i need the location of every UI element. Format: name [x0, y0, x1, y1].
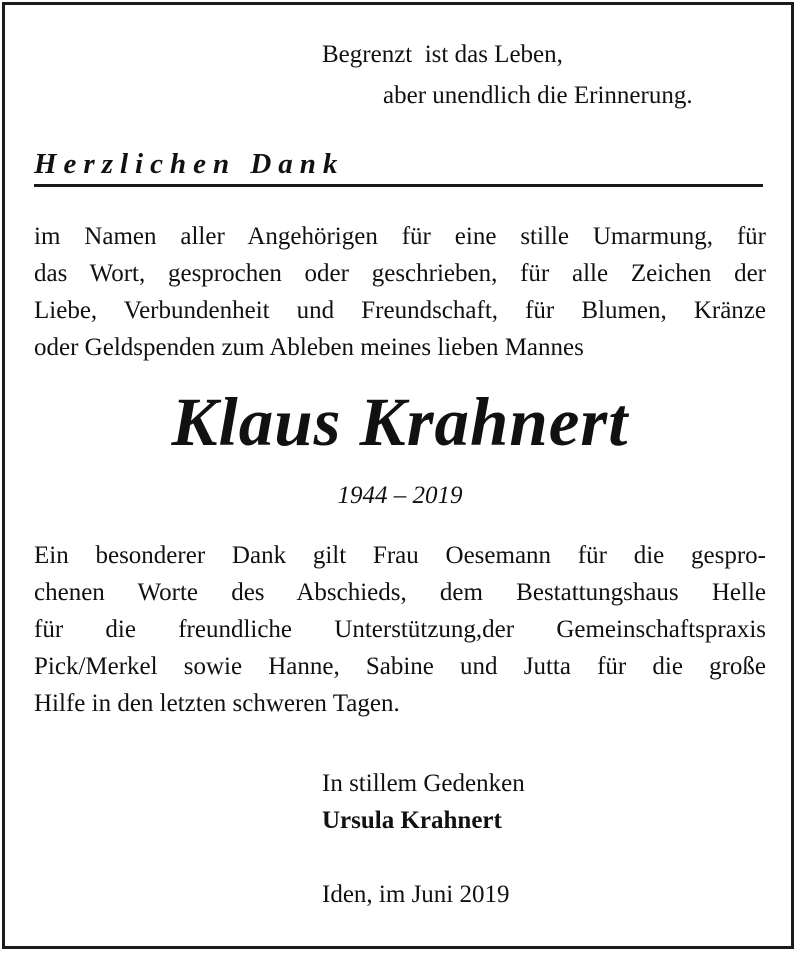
motto-line-1: Begrenzt ist das Leben, [322, 41, 563, 68]
paragraph-line: Hilfe in den letzten schweren Tagen. [34, 690, 400, 717]
signer-name: Ursula Krahnert [322, 807, 502, 834]
paragraph-line: im Namen aller Angehörigen für eine stille Umarmung, für [34, 223, 766, 250]
place-date: Iden, im Juni 2019 [322, 881, 510, 908]
paragraph-line: das Wort, gesprochen oder geschrieben, für alle Zeichen der [34, 260, 766, 287]
motto-line-2: aber unendlich die Erinnerung. [383, 82, 693, 109]
life-dates: 1944 – 2019 [337, 482, 463, 509]
closing-phrase: In stillem Gedenken [322, 770, 525, 797]
paragraph-line: chenen Worte des Abschieds, dem Bestattungshaus Helle [34, 579, 766, 606]
deceased-name: Klaus Krahnert [171, 384, 629, 460]
paragraph-line: Liebe, Verbundenheit und Freundschaft, für Blumen, Kränze [34, 297, 766, 324]
heading-title: Herzlichen Dank [34, 148, 345, 180]
special-thanks-paragraph [34, 537, 766, 722]
paragraph-line: oder Geldspenden zum Ableben meines lieben Mannes [34, 334, 584, 361]
paragraph-line: Ein besonderer Dank gilt Frau Oesemann für die gespro- [34, 542, 766, 569]
thanks-paragraph [34, 218, 766, 366]
paragraph-line: Pick/Merkel sowie Hanne, Sabine und Jutta für die große [34, 653, 766, 680]
heading-divider [34, 184, 763, 187]
paragraph-line: für die freundliche Unterstützung,der Gemeinschaftspraxis [34, 616, 766, 643]
